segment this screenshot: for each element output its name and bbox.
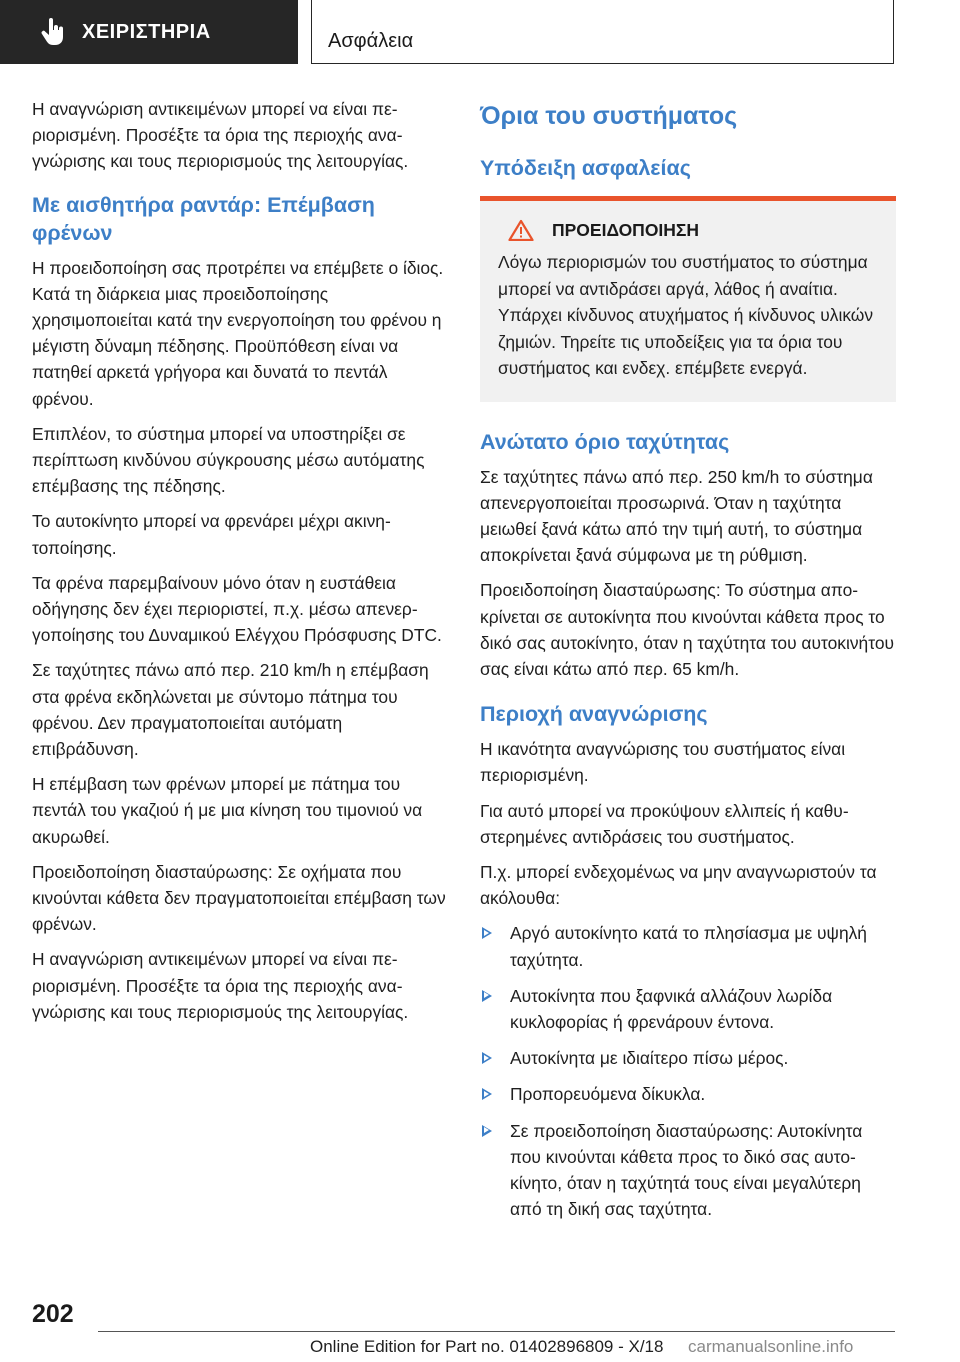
bullet-triangle-icon — [482, 1088, 492, 1100]
page-title: Όρια του συστήματος — [480, 102, 738, 130]
paragraph: Για αυτό μπορεί να προκύψουν ελλιπείς ή καθυστερημένες αντιδράσεις του συστήματος. — [480, 800, 849, 847]
paragraph: Σε ταχύτητες πάνω από περ. 210 km/h η επέμβαση στα φρένα εκδηλώνεται με σύντομο πάτημα του φρένου. Δεν πραγματοποιείται αυτόματη επιβράδυνση. — [32, 660, 429, 760]
bullet-triangle-icon — [482, 990, 492, 1002]
paragraph: Το αυτοκίνητο μπορεί να φρενάρει μέχρι ακινητοποίησης. — [32, 511, 391, 558]
chapter-label: ΧΕΙΡΙΣΤΗΡΙΑ — [82, 20, 211, 43]
paragraph: Η αναγνώριση αντικειμένων μπορεί να είναι περιορισμένη. Προσέξτε τα όρια της περιοχής αναγνώρισης και τους περιορισμούς της λειτουργίας. — [32, 949, 409, 1022]
paragraph: Η επέμβαση των φρένων μπορεί με πάτημα του πεντάλ του γκαζιού ή με μια κίνηση του τιμονιού να ακυρωθεί. — [32, 774, 423, 847]
bullet-triangle-icon — [482, 927, 492, 939]
right-column — [480, 100, 896, 1232]
warning-triangle-icon — [508, 219, 534, 241]
bullet-triangle-icon — [482, 1052, 492, 1064]
list-item: Σε προειδοποίηση διασταύρωσης: Αυτοκίνητα που κινούνται κάθετα προς το δικό σας αυτοκίνητο, όταν η ταχύτητά τους είναι μεγαλύτερη από τη δική σας ταχύτητα. — [480, 1118, 896, 1223]
bullet-list — [480, 920, 896, 1222]
section-label: Ασφάλεια — [328, 30, 414, 52]
paragraph: Π.χ. μπορεί ενδεχομένως να μην αναγνωριστούν τα ακόλουθα: — [480, 861, 877, 909]
list-item: Αυτοκίνητα που ξαφνικά αλλάζουν λωρίδα κυκλοφορίας ή φρενάρουν έντονα. — [480, 983, 896, 1035]
section-header — [311, 0, 894, 64]
edition-text: Online Edition for Part no. 01402896809 - X/18 — [310, 1337, 664, 1356]
safety-heading: Υπόδειξη ασφαλείας — [480, 156, 691, 180]
list-item: Αργό αυτοκίνητο κατά το πλησίασμα με υψηλή ταχύτητα. — [480, 920, 896, 972]
paragraph: Η προειδοποίηση σας προτρέπει να επέμβετε ο ίδιος. Κατά τη διάρκεια μιας προειδοποίησης χρησιμοποιείται κατά την ενεργοποίηση του φρένου η μέγιστη δύναμη πέδησης. Προϋπόθεση είναι να πατηθεί αρκετά γρήγορα και δυνατά το πεντάλ φρένου. — [32, 257, 444, 409]
hand-pointer-icon — [40, 17, 66, 47]
paragraph: Η ικανότητα αναγνώρισης του συστήματος είναι περιορισμένη. — [480, 739, 846, 786]
paragraph: Η αναγνώριση αντικειμένων μπορεί να είναι περιορισμένη. Προσέξτε τα όρια της περιοχής αναγνώρισης και τους περιορισμούς της λειτουργίας. — [32, 99, 409, 172]
paragraph: Επιπλέον, το σύστημα μπορεί να υποστηρίξει σε περίπτωση κινδύνου σύγκρουσης μέσω αυτόματης επέμβασης της πέδησης. — [32, 423, 425, 497]
page-number: 202 — [32, 1300, 74, 1328]
footer-divider — [98, 1331, 895, 1332]
bullet-triangle-icon — [482, 1125, 492, 1137]
warning-text: Λόγω περιορισμών του συστήματος το σύστημα μπορεί να αντιδράσει αργά, λάθος ή αναίτια. Υπάρχει κίνδυνος ατυχήματος ή κίνδυνος υλικών ζημιών. Τηρείτε τις υποδείξεις για τα όρια του συστήματος και ενδεχ. επέμβετε ενεργά. — [498, 252, 874, 378]
watermark: carmanualsonline.info — [688, 1337, 854, 1356]
warning-box — [480, 196, 896, 402]
warning-title: ΠΡΟΕΙΔΟΠΟΙΗΣΗ — [552, 219, 700, 240]
section-heading-brake: Με αισθητήρα ραντάρ: Επέμβαση φρένων — [32, 192, 375, 245]
paragraph: Προειδοποίηση διασταύρωσης: Το σύστημα αποκρίνεται σε αυτοκίνητα που κινούνται κάθετα προς το δικό σας αυτοκίνητο, όταν η ταχύτητα του αυτοκινήτου σας είναι κάτω από περ. 65 km/h. — [480, 580, 895, 679]
chapter-tab[interactable] — [0, 0, 298, 64]
left-column — [32, 96, 450, 1034]
paragraph: Τα φρένα παρεμβαίνουν μόνο όταν η ευστάθεια οδήγησης δεν έχει περιοριστεί, π.χ. μέσω απενεργοποίησης του Δυναμικού Ελέγχου Πρόσφυσης DTC. — [32, 572, 442, 646]
paragraph: Σε ταχύτητες πάνω από περ. 250 km/h το σύστημα απενεργοποιείται προσωρινά. Όταν η ταχύτητα μειωθεί ξανά κάτω από την τιμή αυτή, το σύστημα αποκρίνεται ξανά σύμφωνα με τη ρύθμιση. — [480, 466, 873, 566]
speed-heading: Ανώτατο όριο ταχύτητας — [480, 429, 730, 454]
list-item: Προπορευόμενα δίκυκλα. — [480, 1081, 896, 1107]
list-item: Αυτοκίνητα με ιδιαίτερο πίσω μέρος. — [480, 1045, 896, 1071]
range-heading: Περιοχή αναγνώρισης — [480, 702, 708, 727]
paragraph: Προειδοποίηση διασταύρωσης: Σε οχήματα που κινούνται κάθετα δεν πραγματοποιείται επέμβαση των φρένων. — [32, 861, 446, 935]
